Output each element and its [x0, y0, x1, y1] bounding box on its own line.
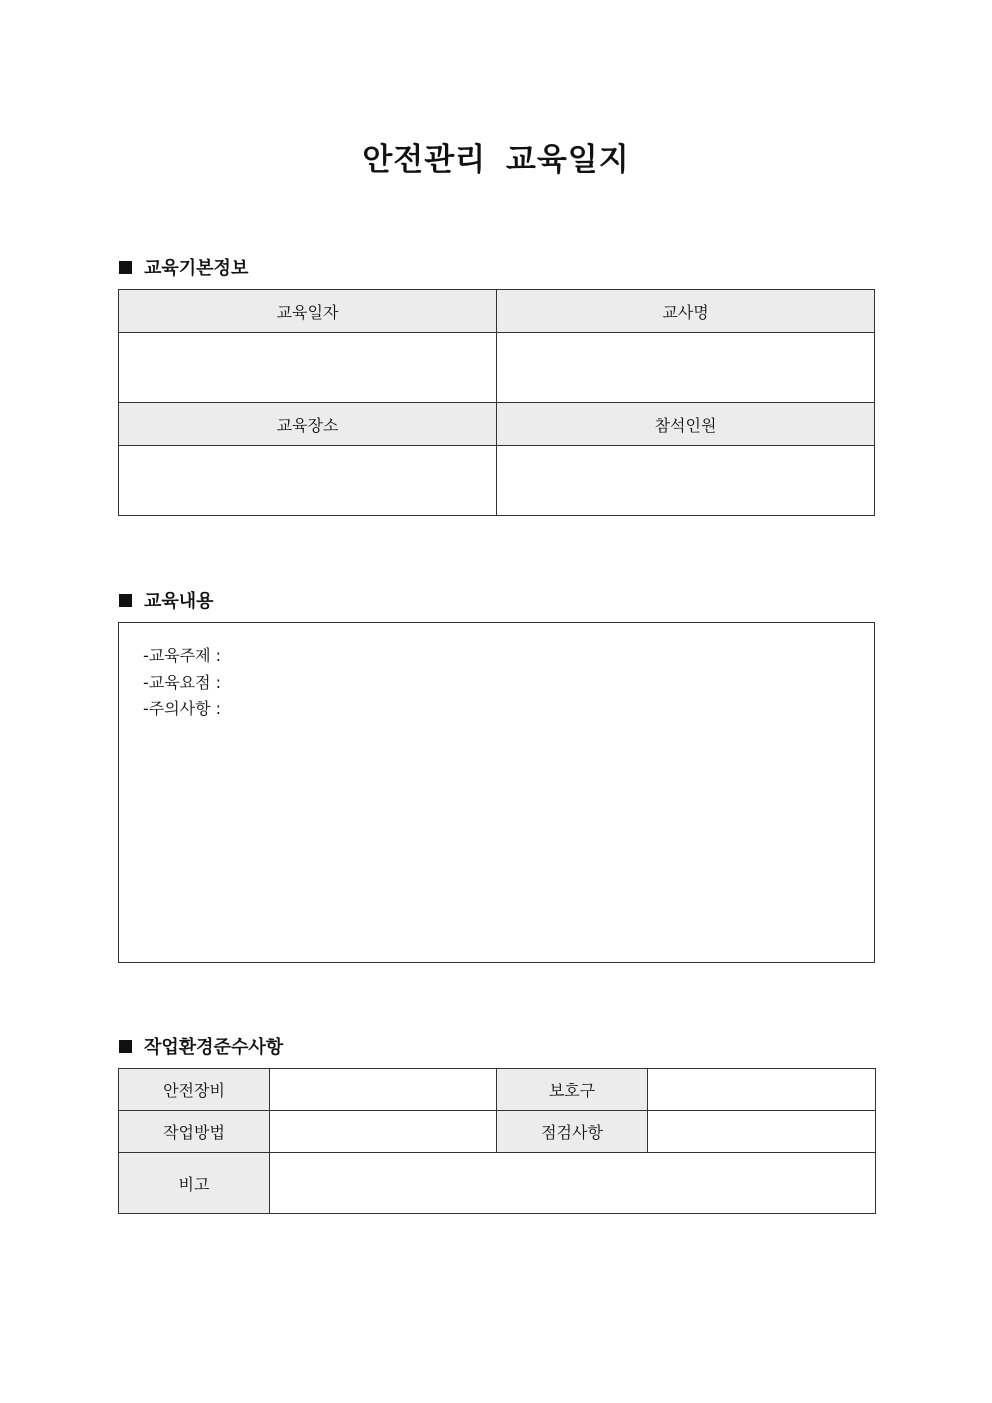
square-bullet-icon [119, 594, 132, 607]
square-bullet-icon [119, 261, 132, 274]
points-line: -교육요점 : [143, 672, 222, 692]
teacher-label: 교사명 [497, 290, 875, 333]
attendees-field[interactable] [497, 446, 875, 516]
safety-equipment-label: 안전장비 [119, 1069, 270, 1111]
edu-date-field[interactable] [119, 333, 497, 403]
section-content-label: 교육내용 [144, 591, 214, 612]
section-content [119, 587, 214, 613]
page-title: 안전관리 교육일지 [362, 142, 630, 178]
protective-gear-field[interactable] [648, 1069, 876, 1111]
section-compliance [119, 1033, 283, 1059]
inspection-field[interactable] [648, 1111, 876, 1153]
inspection-label: 점검사항 [497, 1111, 648, 1153]
topic-line: -교육주제 : [143, 646, 222, 665]
teacher-field[interactable] [497, 333, 875, 403]
safety-equipment-field[interactable] [270, 1069, 497, 1111]
cautions-line: -주의사항 : [143, 699, 222, 718]
attendees-label: 참석인원 [497, 403, 875, 446]
work-method-label: 작업방법 [119, 1111, 270, 1153]
remarks-field[interactable] [270, 1153, 876, 1214]
compliance-table [118, 1068, 876, 1214]
square-bullet-icon [119, 1040, 132, 1053]
remarks-label: 비고 [119, 1153, 270, 1214]
protective-gear-label: 보호구 [497, 1069, 648, 1111]
basic-info-table [118, 289, 875, 516]
section-basic-info-label: 교육기본정보 [144, 258, 249, 279]
work-method-field[interactable] [270, 1111, 497, 1153]
section-basic-info [119, 254, 248, 280]
edu-place-field[interactable] [119, 446, 497, 516]
section-compliance-label: 작업환경준수사항 [144, 1037, 284, 1058]
content-box[interactable] [118, 622, 875, 963]
edu-date-label: 교육일자 [119, 290, 497, 333]
edu-place-label: 교육장소 [119, 403, 497, 446]
